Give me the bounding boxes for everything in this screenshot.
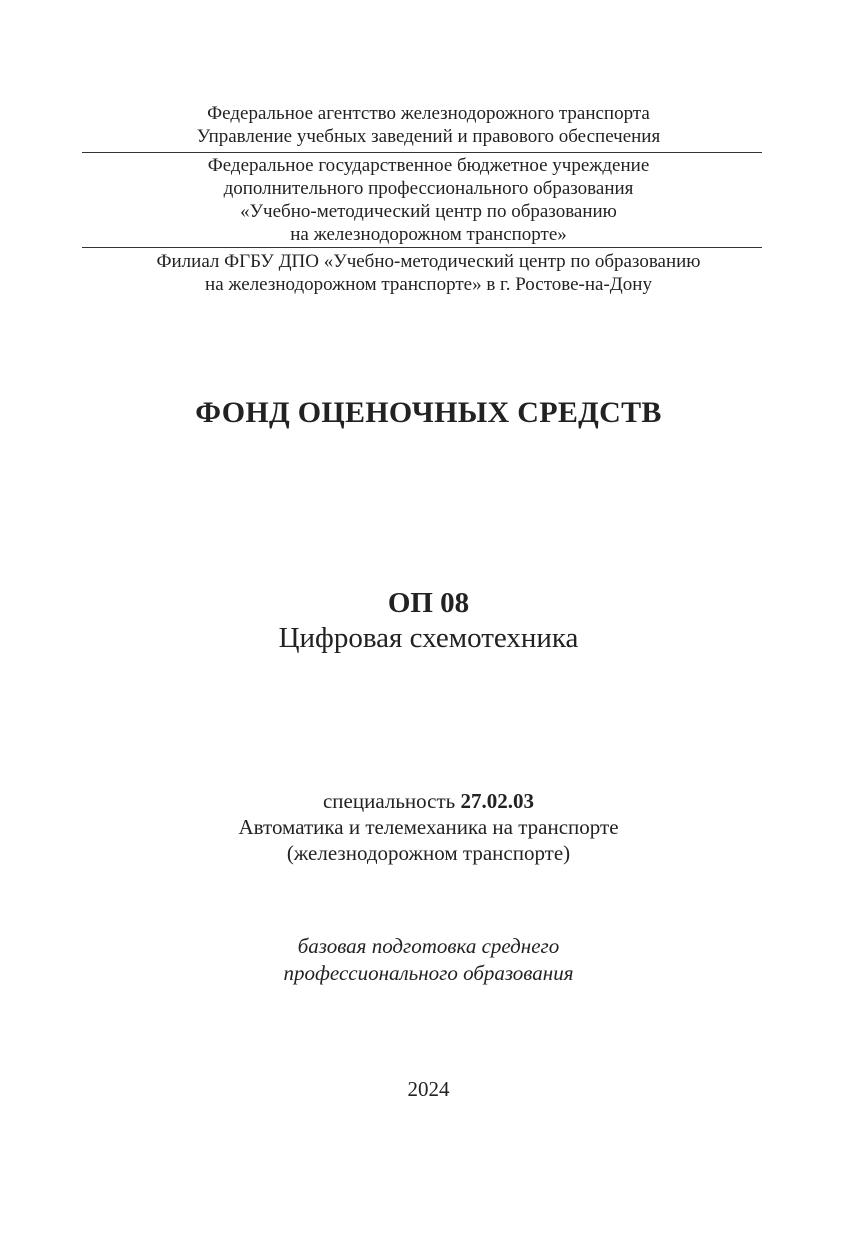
specialty-code-line	[0, 788, 857, 814]
institution-line: дополнительного профессионального образования	[223, 178, 634, 199]
document-title: ФОНД ОЦЕНОЧНЫХ СРЕДСТВ	[195, 396, 662, 429]
institution-line: Федеральное государственное бюджетное учреждение	[207, 155, 650, 176]
training-level-line: базовая подготовка среднего	[297, 934, 560, 958]
training-level	[0, 933, 857, 987]
agency-line: Управление учебных заведений и правового обеспечения	[196, 126, 661, 147]
header-divider	[82, 247, 762, 248]
discipline-name: Цифровая схемотехника	[278, 622, 579, 654]
agency-header	[0, 102, 857, 148]
institution-line: на железнодорожном транспорте»	[290, 224, 567, 245]
specialty	[0, 788, 857, 866]
agency-line: Федеральное агентство железнодорожного транспорта	[207, 103, 650, 124]
branch-line: Филиал ФГБУ ДПО «Учебно-методический центр по образованию	[156, 251, 701, 272]
branch-line: на железнодорожном транспорте» в г. Ростове-на-Дону	[205, 274, 652, 295]
specialty-name-line: (железнодорожном транспорте)	[286, 841, 571, 865]
header-divider	[82, 152, 762, 153]
institution-header	[0, 154, 857, 246]
specialty-name-line: Автоматика и телемеханика на транспорте	[238, 815, 619, 839]
specialty-prefix: специальность	[322, 789, 456, 813]
discipline	[0, 586, 857, 656]
discipline-code: ОП 08	[387, 587, 470, 619]
publication-year: 2024	[407, 1077, 450, 1101]
training-level-line: профессионального образования	[283, 961, 574, 985]
specialty-code: 27.02.03	[460, 789, 534, 813]
institution-line: «Учебно-методический центр по образованию	[240, 201, 617, 222]
branch-header	[0, 250, 857, 296]
